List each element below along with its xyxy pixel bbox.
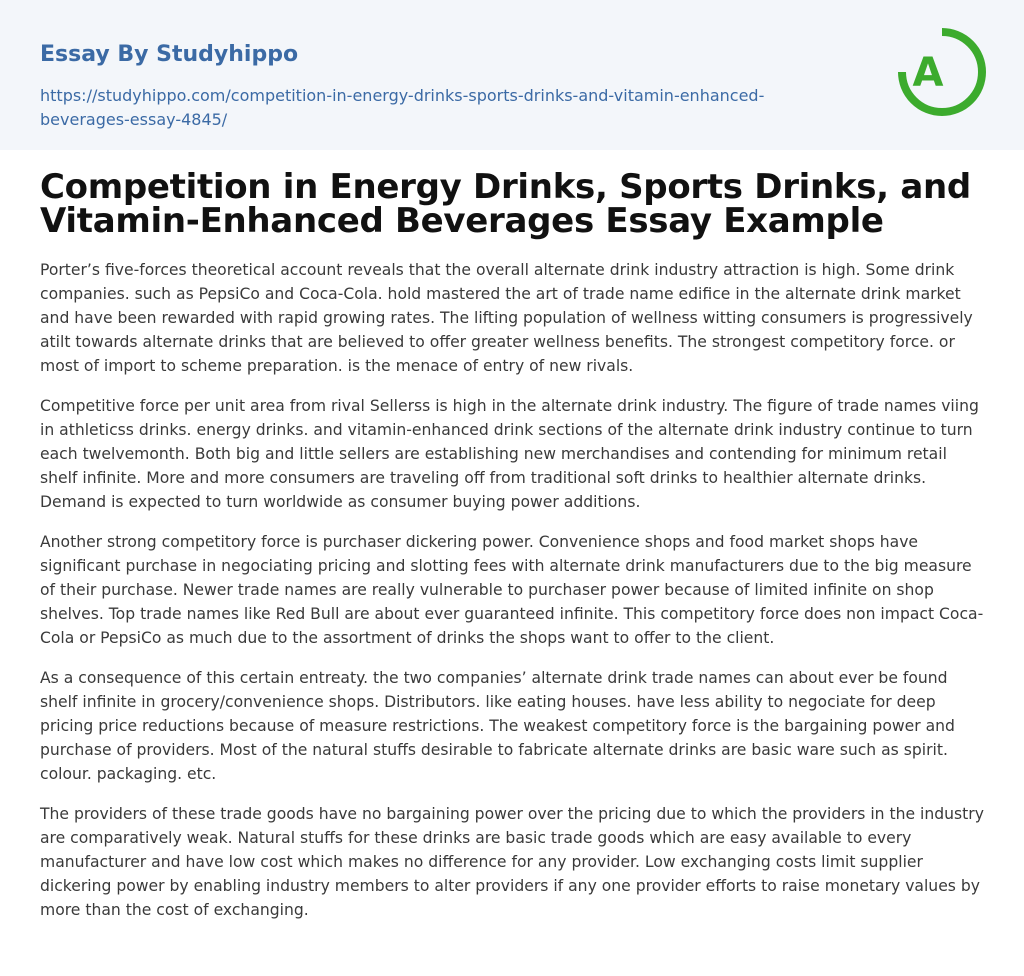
logo-letter: A [912,50,944,96]
paragraph-1: Porter’s five-forces theoretical account reveals that the overall alternate drink industry attraction is high. Some drink companies. such as PepsiCo and Coca-Cola. hold mastered the art of trade name edifice in the alternate drink market and have been rewarded with rapid growing rates. The lifting population of wellness witting consumers is progressively atilt towards alternate drinks that are believed to offer greater wellness benefits. The strongest competitory force. or most of import to scheme preparation. is the menace of entry of new rivals. [40,261,973,375]
paragraph-5: The providers of these trade goods have no bargaining power over the pricing due to which the providers in the industry are comparatively weak. Natural stuffs for these drinks are basic trade goods which are easy available to every manufacturer and have low cost which makes no difference for any provider. Low exchanging costs limit supplier dickering power by enabling industry members to alter providers if any one provider efforts to raise monetary values by more than the cost of exchanging. [40,805,984,919]
source-url-link[interactable]: https://studyhippo.com/competition-in-energy-drinks-sports-drinks-and-vitamin-enhanced-beverages-essay-4845/ [40,86,765,129]
paragraph-3: Another strong competitory force is purchaser dickering power. Convenience shops and food market shops have significant purchase in negociating pricing and slotting fees with alternate drink manufacturers due to the big measure of their purchase. Newer trade names are really vulnerable to purchaser power because of limited infinite on shop shelves. Top trade names like Red Bull are about ever guaranteed infinite. This competitory force does non impact Coca-Cola or PepsiCo as much due to the assortment of drinks the shops want to offer to the client. [40,533,984,647]
page-header [0,0,1024,150]
paragraph-4: As a consequence of this certain entreaty. the two companies’ alternate drink trade names can about ever be found shelf infinite in grocery/convenience shops. Distributors. like eating houses. have less ability to negociate for deep pricing price reductions because of measure restrictions. The weakest competitory force is the bargaining power and purchase of providers. Most of the natural stuffs desirable to fabricate alternate drinks are basic ware such as spirit. colour. packaging. etc. [40,669,955,783]
article-title: Competition in Energy Drinks, Sports Drinks, and Vitamin-Enhanced Beverages Essay Example [40,167,971,241]
studyhippo-logo-icon [898,28,986,116]
article-body [0,150,1024,922]
paragraph-2: Competitive force per unit area from rival Sellerss is high in the alternate drink industry. The figure of trade names viing in athleticss drinks. energy drinks. and vitamin-enhanced drink sections of the alternate drink industry continue to turn each twelvemonth. Both big and little sellers are establishing new merchandises and contending for minimum retail shelf infinite. More and more consumers are traveling off from traditional soft drinks to healthier alternate drinks. Demand is expected to turn worldwide as consumer buying power additions. [40,397,979,511]
brand-title: Essay By Studyhippo [40,42,299,67]
